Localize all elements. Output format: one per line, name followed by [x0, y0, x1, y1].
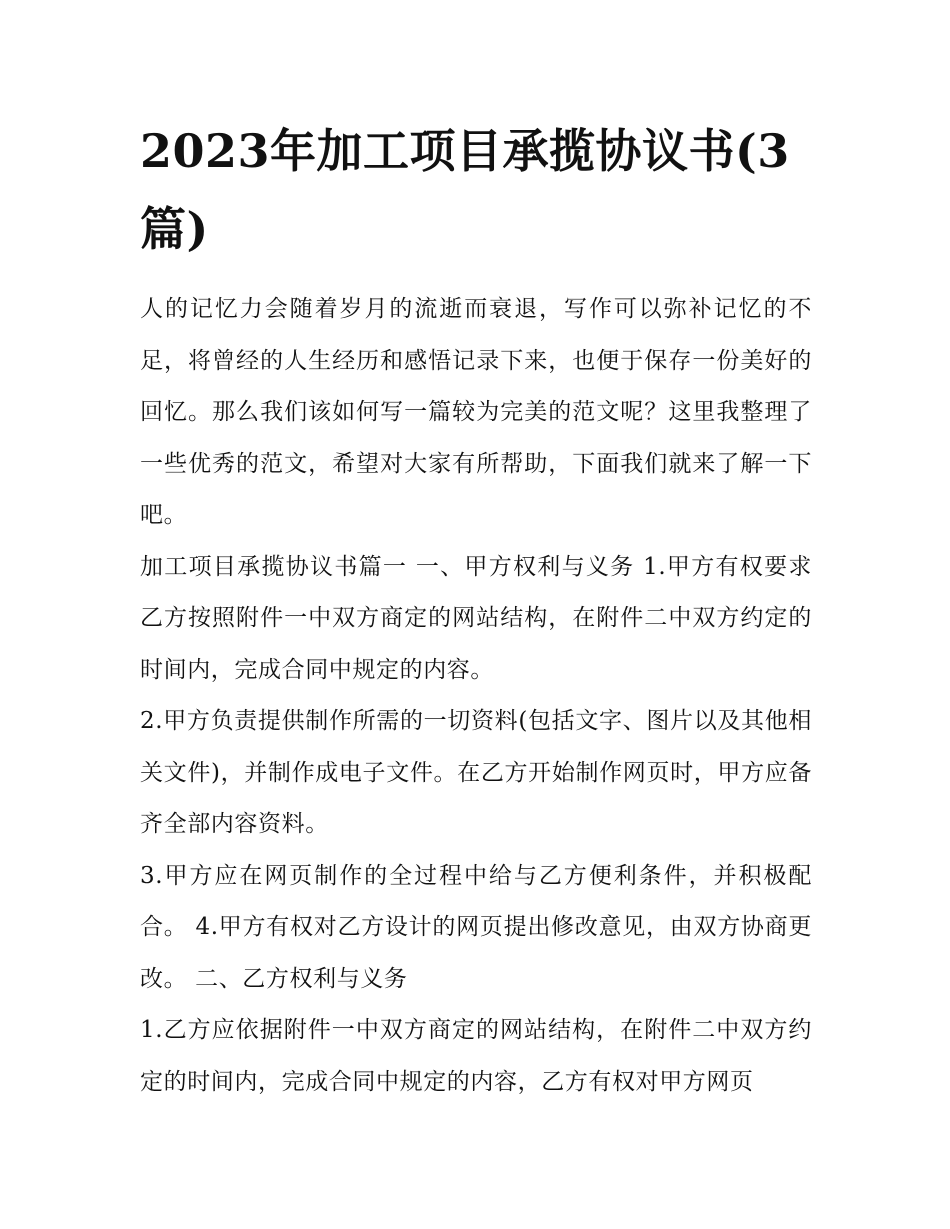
document-title: 2023年加工项目承揽协议书(3篇): [140, 124, 790, 256]
paragraph-party-a-rights-3-4: 3.甲方应在网页制作的全过程中给与乙方便利条件，并积极配合。 4.甲方有权对乙方设计的网页提出修改意见，由双方协商更改。 二、乙方权利与义务: [140, 862, 812, 992]
paragraph-party-b-rights-1: 1.乙方应依据附件一中双方商定的网站结构，在附件二中双方约定的时间内，完成合同中规定的内容，乙方有权对甲方网页: [140, 1017, 812, 1095]
paragraph-party-a-rights-1: 加工项目承揽协议书篇一 一、甲方权利与义务 1.甲方有权要求乙方按照附件一中双方商定的网站结构，在附件二中双方约定的时间内，完成合同中规定的内容。: [140, 553, 812, 683]
paragraph-party-a-rights-2: 2.甲方负责提供制作所需的一切资料(包括文字、图片以及其他相关文件)，并制作成电子文件。在乙方开始制作网页时，甲方应备齐全部内容资料。: [140, 708, 812, 837]
paragraph-intro: 人的记忆力会随着岁月的流逝而衰退，写作可以弥补记忆的不足，将曾经的人生经历和感悟记录下来，也便于保存一份美好的回忆。那么我们该如何写一篇较为完美的范文呢？这里我整理了一些优秀的范文，希望对大家有所帮助，下面我们就来了解一下吧。: [140, 296, 812, 528]
document-body: [140, 112, 812, 1108]
